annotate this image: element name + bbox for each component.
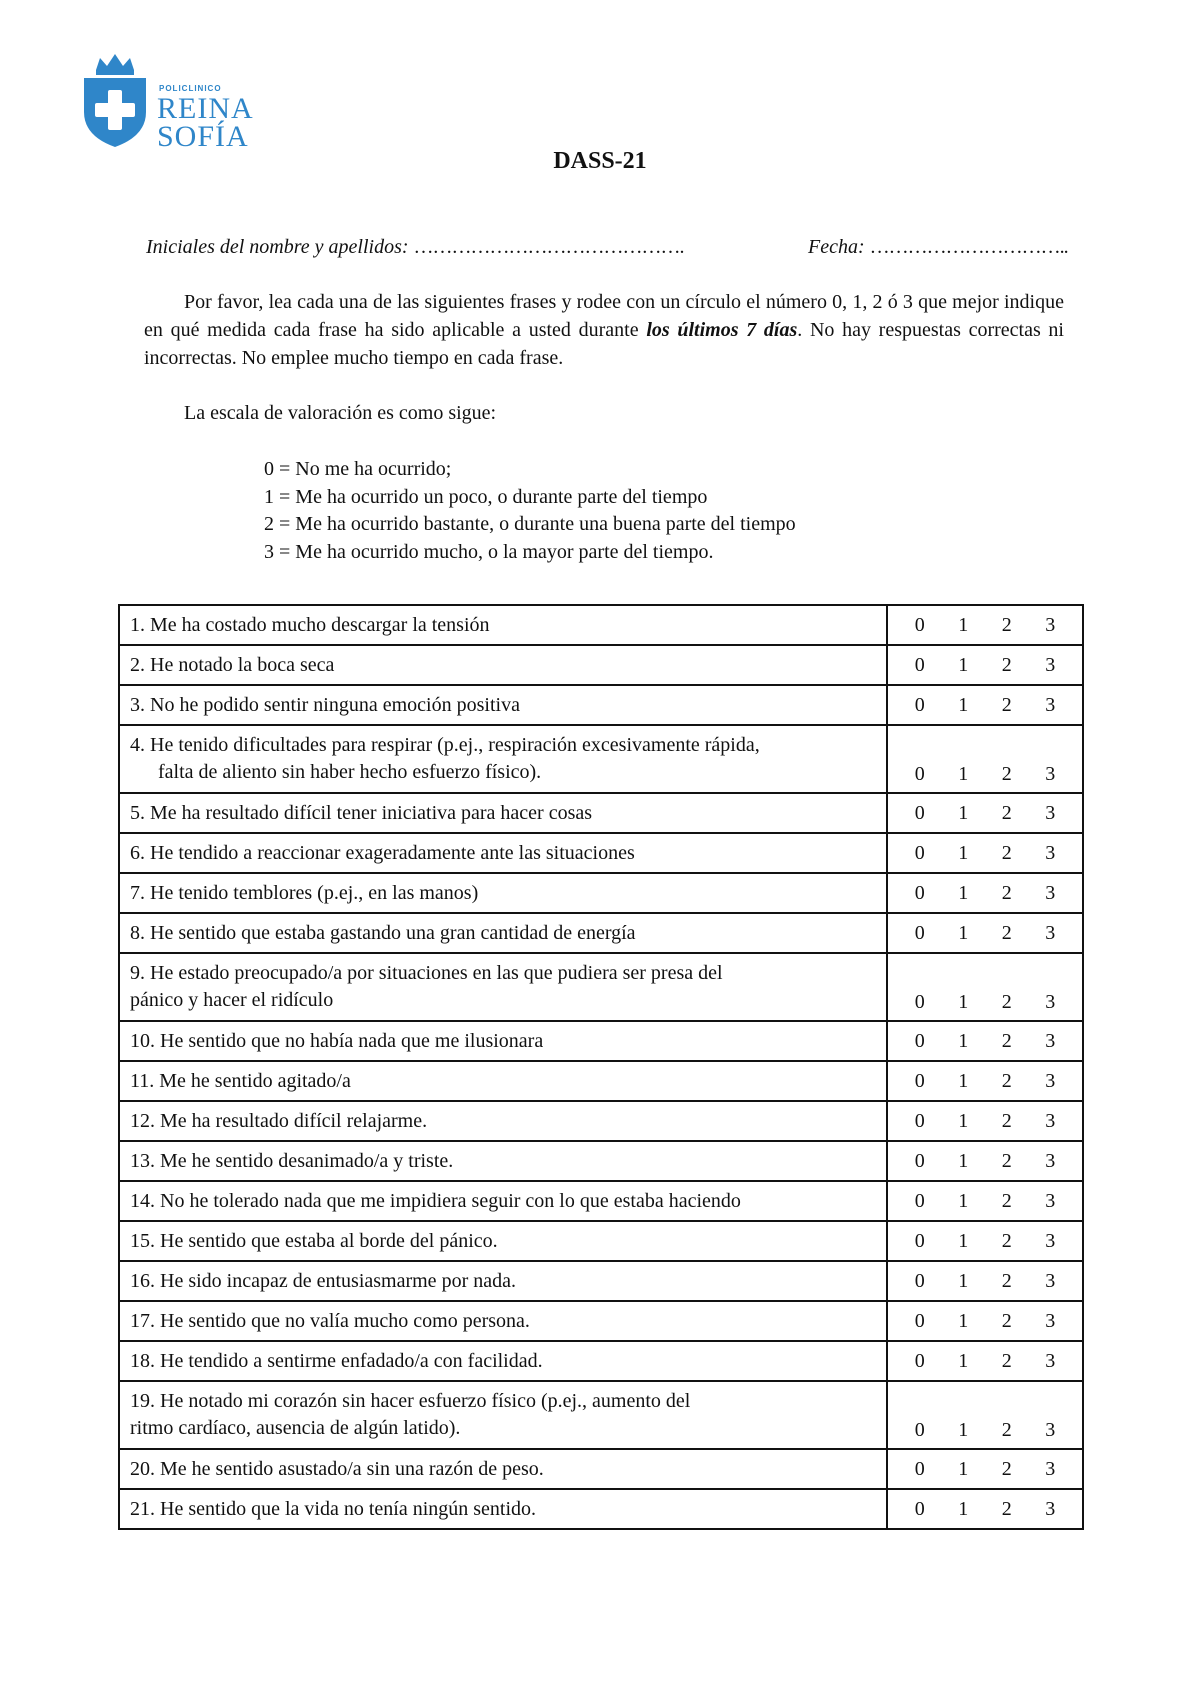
question-text — [119, 1221, 887, 1261]
answer-options — [887, 1261, 1083, 1301]
answer-options — [887, 953, 1083, 1021]
answer-option-0[interactable]: 0 — [914, 881, 925, 904]
answer-option-3[interactable]: 3 — [1045, 1269, 1056, 1292]
question-text — [119, 1101, 887, 1141]
clinic-logo — [80, 50, 260, 153]
answer-option-0[interactable]: 0 — [914, 1229, 925, 1252]
answer-option-2[interactable]: 2 — [1001, 1149, 1012, 1172]
answer-option-3[interactable]: 3 — [1045, 1029, 1056, 1052]
answer-option-0[interactable]: 0 — [914, 1189, 925, 1212]
question-line: 19. He notado mi corazón sin hacer esfuerzo físico (p.ej., aumento del — [130, 1390, 691, 1412]
answer-option-3[interactable]: 3 — [1045, 1419, 1056, 1441]
answer-option-2[interactable]: 2 — [1001, 921, 1012, 944]
page-title: DASS-21 — [553, 148, 647, 174]
question-line: 16. He sido incapaz de entusiasmarme por nada. — [130, 1269, 516, 1292]
question-text — [119, 725, 887, 793]
answer-option-1[interactable]: 1 — [958, 1309, 969, 1332]
answer-option-3[interactable]: 3 — [1045, 1149, 1056, 1172]
name-label: Iniciales del nombre y apellidos: — [146, 236, 409, 258]
answer-option-0[interactable]: 0 — [914, 1149, 925, 1172]
answer-options — [887, 645, 1083, 685]
question-text — [119, 833, 887, 873]
answer-option-0[interactable]: 0 — [914, 1497, 925, 1520]
name-dots: ……………………………………. — [413, 236, 684, 258]
answer-option-0[interactable]: 0 — [914, 693, 925, 716]
question-line: 8. He sentido que estaba gastando una gran cantidad de energía — [130, 921, 636, 944]
crown-shield-cross-icon — [80, 50, 150, 150]
answer-options — [887, 605, 1083, 645]
question-text — [119, 1061, 887, 1101]
answer-option-2[interactable]: 2 — [1001, 1269, 1012, 1292]
answer-option-0[interactable]: 0 — [914, 1457, 925, 1480]
answer-option-0[interactable]: 0 — [914, 991, 925, 1013]
answer-option-3[interactable]: 3 — [1045, 801, 1056, 824]
answer-option-2[interactable]: 2 — [1001, 1109, 1012, 1132]
answer-option-3[interactable]: 3 — [1045, 1349, 1056, 1372]
answer-option-3[interactable]: 3 — [1045, 653, 1056, 676]
date-label: Fecha: — [808, 236, 865, 258]
answer-option-0[interactable]: 0 — [914, 841, 925, 864]
answer-options — [887, 685, 1083, 725]
answer-option-2[interactable]: 2 — [1001, 1229, 1012, 1252]
answer-option-0[interactable]: 0 — [914, 1029, 925, 1052]
scale-item: 3 = Me ha ocurrido mucho, o la mayor parte del tiempo. — [264, 540, 714, 563]
question-text — [119, 605, 887, 645]
question-line: 21. He sentido que la vida no tenía ningún sentido. — [130, 1497, 537, 1520]
answer-option-3[interactable]: 3 — [1045, 841, 1056, 864]
question-line: 12. Me ha resultado difícil relajarme. — [130, 1109, 428, 1132]
answer-option-3[interactable]: 3 — [1045, 1069, 1056, 1092]
answer-option-2[interactable]: 2 — [1001, 1419, 1012, 1441]
answer-options — [887, 1061, 1083, 1101]
answer-option-0[interactable]: 0 — [914, 1419, 925, 1441]
table-row — [119, 913, 1083, 953]
answer-option-1[interactable]: 1 — [958, 921, 969, 944]
question-text — [119, 1301, 887, 1341]
table-row — [119, 1489, 1083, 1529]
question-text — [119, 1341, 887, 1381]
answer-option-1[interactable]: 1 — [958, 841, 969, 864]
table-row — [119, 685, 1083, 725]
answer-option-3[interactable]: 3 — [1045, 693, 1056, 716]
answer-option-0[interactable]: 0 — [914, 763, 925, 785]
scale-intro: La escala de valoración es como sigue: — [184, 402, 497, 424]
name-field[interactable] — [146, 236, 684, 259]
answer-options — [887, 1141, 1083, 1181]
question-line: 6. He tendido a reaccionar exageradamente ante las situaciones — [130, 841, 635, 864]
question-line: 5. Me ha resultado difícil tener iniciativa para hacer cosas — [130, 801, 593, 824]
answer-option-1[interactable]: 1 — [958, 1069, 969, 1092]
answer-options — [887, 1301, 1083, 1341]
question-text — [119, 873, 887, 913]
answer-option-0[interactable]: 0 — [914, 613, 925, 636]
question-line: 9. He estado preocupado/a por situaciones en las que pudiera ser presa del — [130, 962, 723, 984]
question-text — [119, 913, 887, 953]
instructions — [144, 288, 1064, 372]
answer-options — [887, 725, 1083, 793]
question-line: 18. He tendido a sentirme enfadado/a con facilidad. — [130, 1349, 543, 1372]
answer-option-1[interactable]: 1 — [958, 1419, 969, 1441]
logo-line-2: SOFÍA — [157, 120, 249, 153]
logo-small-text: POLICLINICO — [159, 84, 222, 93]
answer-option-1[interactable]: 1 — [958, 991, 969, 1013]
answer-option-2[interactable]: 2 — [1001, 653, 1012, 676]
question-line-2: ritmo cardíaco, ausencia de algún latido). — [130, 1417, 461, 1439]
answer-option-1[interactable]: 1 — [958, 763, 969, 785]
answer-option-0[interactable]: 0 — [914, 1069, 925, 1092]
answer-options — [887, 1489, 1083, 1529]
question-text — [119, 1261, 887, 1301]
answer-option-3[interactable]: 3 — [1045, 613, 1056, 636]
question-text — [119, 645, 887, 685]
answer-option-2[interactable]: 2 — [1001, 1069, 1012, 1092]
scale-item: 2 = Me ha ocurrido bastante, o durante una buena parte del tiempo — [264, 513, 796, 535]
answer-option-1[interactable]: 1 — [958, 881, 969, 904]
answer-option-1[interactable]: 1 — [958, 613, 969, 636]
question-line-2: pánico y hacer el ridículo — [130, 989, 334, 1011]
table-row — [119, 1449, 1083, 1489]
answer-options — [887, 1021, 1083, 1061]
answer-option-2[interactable]: 2 — [1001, 613, 1012, 636]
table-row — [119, 1221, 1083, 1261]
table-row — [119, 1021, 1083, 1061]
question-line: 11. Me he sentido agitado/a — [130, 1069, 351, 1092]
scale-item: 0 = No me ha ocurrido; — [264, 458, 452, 480]
questionnaire-table — [118, 604, 1084, 1530]
rating-scale — [264, 456, 796, 566]
answer-options — [887, 1341, 1083, 1381]
instructions-part-1: Por favor, lea cada una de las siguientes frases y rodee con un círculo el número 0, 1, 2 ó 3 que mejor indique en qué medida cada frase ha sido aplicable a usted durante — [144, 291, 1064, 341]
answer-option-0[interactable]: 0 — [914, 1309, 925, 1332]
question-line: 2. He notado la boca seca — [130, 653, 335, 676]
answer-options — [887, 1221, 1083, 1261]
table-row — [119, 1341, 1083, 1381]
question-line: 10. He sentido que no había nada que me ilusionara — [130, 1029, 544, 1052]
scale-item: 1 = Me ha ocurrido un poco, o durante parte del tiempo — [264, 485, 708, 508]
instructions-emphasis: los últimos 7 días — [646, 319, 798, 341]
answer-option-2[interactable]: 2 — [1001, 1497, 1012, 1520]
answer-option-2[interactable]: 2 — [1001, 1349, 1012, 1372]
answer-option-2[interactable]: 2 — [1001, 801, 1012, 824]
answer-option-2[interactable]: 2 — [1001, 1457, 1012, 1480]
question-line: 1. Me ha costado mucho descargar la tensión — [130, 613, 490, 636]
logo-line-1: REINA — [157, 92, 254, 125]
question-line: 3. No he podido sentir ninguna emoción positiva — [130, 693, 520, 716]
answer-option-1[interactable]: 1 — [958, 801, 969, 824]
question-text — [119, 1449, 887, 1489]
answer-option-0[interactable]: 0 — [914, 1109, 925, 1132]
answer-option-0[interactable]: 0 — [914, 1349, 925, 1372]
answer-option-1[interactable]: 1 — [958, 1109, 969, 1132]
answer-option-2[interactable]: 2 — [1001, 1189, 1012, 1212]
table-row — [119, 1101, 1083, 1141]
table-row — [119, 793, 1083, 833]
answer-options — [887, 1381, 1083, 1449]
answer-option-2[interactable]: 2 — [1001, 991, 1012, 1013]
answer-option-2[interactable]: 2 — [1001, 881, 1012, 904]
answer-option-2[interactable]: 2 — [1001, 1029, 1012, 1052]
answer-option-3[interactable]: 3 — [1045, 1309, 1056, 1332]
question-text — [119, 1381, 887, 1449]
answer-options — [887, 1181, 1083, 1221]
answer-option-3[interactable]: 3 — [1045, 1109, 1056, 1132]
table-row — [119, 1261, 1083, 1301]
answer-option-2[interactable]: 2 — [1001, 693, 1012, 716]
answer-option-2[interactable]: 2 — [1001, 841, 1012, 864]
answer-option-3[interactable]: 3 — [1045, 921, 1056, 944]
date-field[interactable] — [808, 236, 1068, 259]
answer-option-3[interactable]: 3 — [1045, 1229, 1056, 1252]
date-dots: ………………………….. — [869, 236, 1068, 258]
answer-option-3[interactable]: 3 — [1045, 1457, 1056, 1480]
table-row — [119, 953, 1083, 1021]
question-line: 17. He sentido que no valía mucho como persona. — [130, 1309, 530, 1332]
table-row — [119, 1381, 1083, 1449]
answer-option-0[interactable]: 0 — [914, 653, 925, 676]
answer-option-1[interactable]: 1 — [958, 693, 969, 716]
question-line: 15. He sentido que estaba al borde del pánico. — [130, 1229, 498, 1252]
table-row — [119, 1181, 1083, 1221]
question-line: 14. No he tolerado nada que me impidiera seguir con lo que estaba haciendo — [130, 1189, 741, 1212]
answer-option-1[interactable]: 1 — [958, 1149, 969, 1172]
answer-option-3[interactable]: 3 — [1045, 881, 1056, 904]
question-line: 4. He tenido dificultades para respirar (p.ej., respiración excesivamente rápida, — [130, 734, 760, 756]
question-text — [119, 953, 887, 1021]
table-row — [119, 1141, 1083, 1181]
question-line: 7. He tenido temblores (p.ej., en las manos) — [130, 881, 479, 904]
question-line: 20. Me he sentido asustado/a sin una razón de peso. — [130, 1457, 544, 1480]
answer-option-2[interactable]: 2 — [1001, 1309, 1012, 1332]
answer-option-1[interactable]: 1 — [958, 1457, 969, 1480]
answer-option-1[interactable]: 1 — [958, 653, 969, 676]
instructions-part-2: . No hay respuestas correctas ni incorrectas. No emplee mucho tiempo en cada frase. — [144, 319, 1064, 369]
answer-options — [887, 1101, 1083, 1141]
answer-option-0[interactable]: 0 — [914, 1269, 925, 1292]
answer-options — [887, 793, 1083, 833]
answer-options — [887, 1449, 1083, 1489]
answer-option-1[interactable]: 1 — [958, 1029, 969, 1052]
question-text — [119, 1489, 887, 1529]
answer-option-1[interactable]: 1 — [958, 1349, 969, 1372]
answer-options — [887, 833, 1083, 873]
answer-options — [887, 873, 1083, 913]
table-row — [119, 1061, 1083, 1101]
table-row — [119, 833, 1083, 873]
answer-option-1[interactable]: 1 — [958, 1229, 969, 1252]
answer-option-2[interactable]: 2 — [1001, 763, 1012, 785]
answer-option-3[interactable]: 3 — [1045, 1189, 1056, 1212]
question-line-2: falta de aliento sin haber hecho esfuerzo físico). — [158, 761, 542, 783]
answer-option-1[interactable]: 1 — [958, 1189, 969, 1212]
answer-option-3[interactable]: 3 — [1045, 1497, 1056, 1520]
question-text — [119, 793, 887, 833]
question-text — [119, 1181, 887, 1221]
table-row — [119, 645, 1083, 685]
question-line: 13. Me he sentido desanimado/a y triste. — [130, 1149, 454, 1172]
table-row — [119, 605, 1083, 645]
answer-option-0[interactable]: 0 — [914, 801, 925, 824]
question-text — [119, 1021, 887, 1061]
answer-option-3[interactable]: 3 — [1045, 763, 1056, 785]
table-row — [119, 873, 1083, 913]
answer-option-1[interactable]: 1 — [958, 1497, 969, 1520]
table-row — [119, 1301, 1083, 1341]
answer-option-3[interactable]: 3 — [1045, 991, 1056, 1013]
answer-options — [887, 913, 1083, 953]
table-row — [119, 725, 1083, 793]
answer-option-0[interactable]: 0 — [914, 921, 925, 944]
question-text — [119, 685, 887, 725]
answer-option-1[interactable]: 1 — [958, 1269, 969, 1292]
question-text — [119, 1141, 887, 1181]
